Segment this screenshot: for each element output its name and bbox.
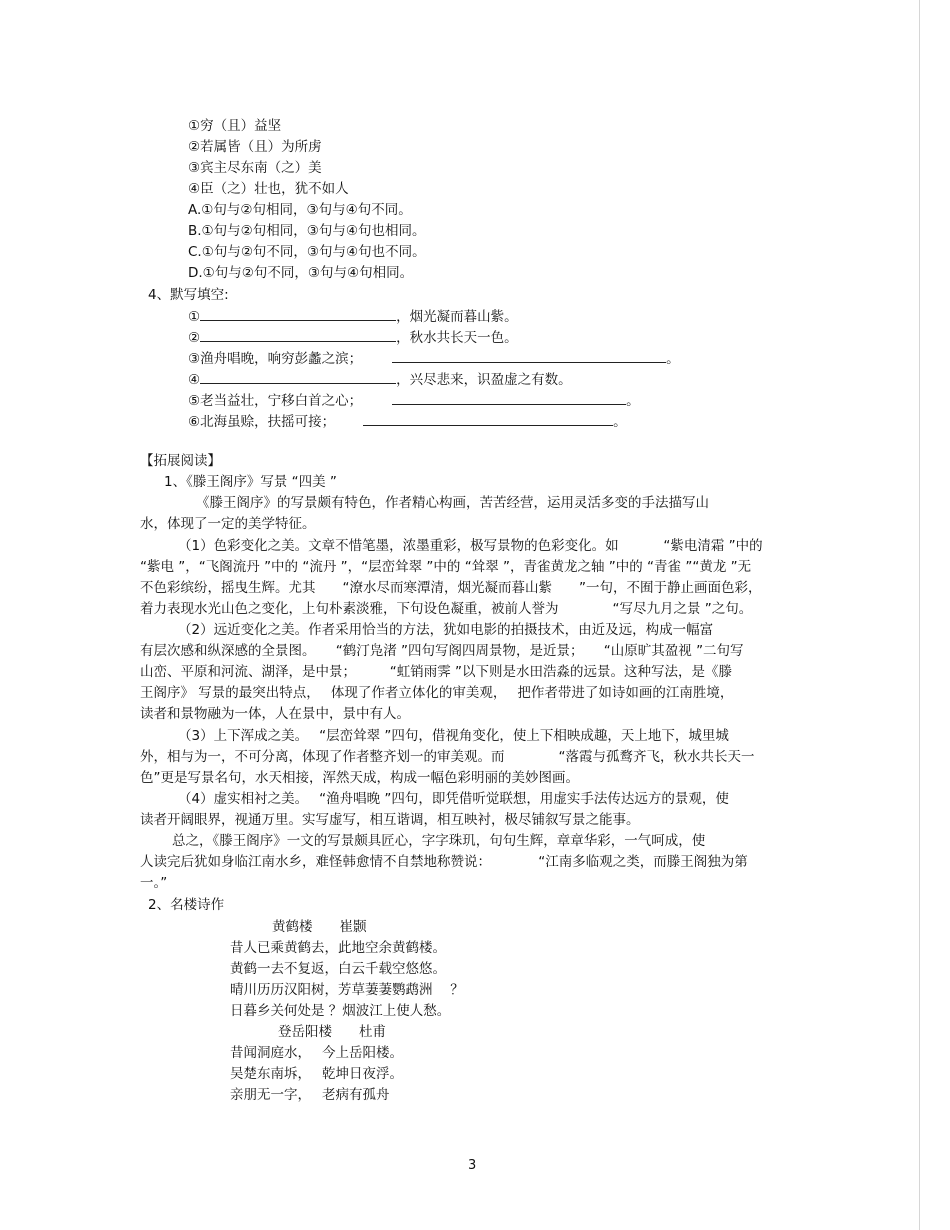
article-line: 读者开阔眼界，视通万里。实写虚写，相互谐调，相互映衬，极尽铺叙写景之能事。 [140,812,640,828]
dictation-prefix: ⑥北海虽赊，扶摇可接； [188,414,336,430]
dictation-item [188,370,572,389]
article-line: 读者和景物融为一体，人在景中，景中有人。 [140,706,410,722]
dictation-prefix: ③渔舟唱晚，响穷彭蠡之滨； [188,351,363,367]
article-line: 外，相与为一，不可分离，体现了作者整齐划一的审美观。而 “落霞与孤鹜齐飞，秋水共长天一 [140,749,755,765]
article-line: （3）上下浑成之美。 “层峦耸翠 ”四句，借视角变化，使上下相映成趣，天上地下，城里城 [178,728,729,744]
poem-line: 黄鹤一去不复返，白云千载空悠悠。 [230,961,446,977]
article-line: 总之，《滕王阁序》一文的写景颇具匠心，字字珠玑，句句生辉，章章华彩，一气呵成，使 [172,833,706,849]
dictation-item [188,412,627,431]
poem-line: 吴楚东南坼， 乾坤日夜浮。 [230,1066,404,1082]
fill-blank [200,370,396,384]
poem-line: 日暮乡关何处是 ？烟波江上使人愁。 [230,1003,451,1019]
item-line: ②若属皆（且）为所虏 [188,139,322,155]
poem-title: 登岳阳楼 杜甫 [278,1024,386,1040]
dictation-suffix: ，秋水共长天一色。 [396,330,518,346]
dictation-title: 4、默写填空: [148,287,229,303]
dictation-suffix: ，烟光凝而暮山紫。 [396,309,518,325]
option-b: B.①句与②句相同，③句与④句也相同。 [188,223,426,239]
fill-blank [200,307,396,321]
article-line: 山峦、平原和河流、湖泽，是中景； “虹销雨霁 ”以下则是水田浩淼的远景。这种写法，是《滕 [140,664,733,680]
article-line: 不色彩缤纷，摇曳生辉。尤其 “潦水尽而寒潭清，烟光凝而暮山紫 ”一句，不囿于静止画面色彩， [140,580,762,596]
article-line: （2）远近变化之美。作者采用恰当的方法，犹如电影的拍摄技术，由近及远，构成一幅富 [178,622,714,638]
fill-blank [200,328,396,342]
article-line: 着力表现水光山色之变化，上句朴素淡雅，下句设色凝重，被前人誉为 “写尽九月之景 ”之句。 [140,601,753,617]
article-line: （4）虚实相衬之美。 “渔舟唱晚 ”四句，即凭借听觉联想，用虚实手法传达远方的景观，使 [178,791,729,807]
page-edge [919,0,920,1230]
poem-line: 昔人已乘黄鹤去，此地空余黄鹤楼。 [230,940,446,956]
article-line: 有层次感和纵深感的全景图。 “鹤汀凫渚 ”四句写阁四周景物，是近景； “山原旷其盈视 ”二句写 [140,643,744,659]
dictation-item [188,349,680,368]
article-line: 一。” [140,875,168,891]
article-line: 色”更是写景名句，水天相接，浑然天成，构成一幅色彩明丽的美妙图画。 [140,770,579,786]
dictation-suffix: ，兴尽悲来，识盈虚之有数。 [396,372,572,388]
article-line: 《滕王阁序》的写景颇有特色，作者精心构画，苦苦经营，运用灵活多变的手法描写山 [196,495,709,511]
fill-blank [363,412,613,426]
poem-title: 黄鹤楼 崔颢 [272,919,367,935]
item-line: ③宾主尽东南（之）美 [188,160,322,176]
option-a: A.①句与②句相同，③句与④句不同。 [188,202,412,218]
fill-blank [392,349,666,363]
dictation-item [188,307,518,326]
dictation-suffix: 。 [613,414,627,430]
article-line: 人读完后犹如身临江南水乡，难怪韩愈情不自禁地称赞说： “江南多临观之类，而滕王阁独为第 [140,854,748,870]
dictation-item [188,391,640,410]
dictation-item [188,328,518,347]
section-heading: 【拓展阅读】 [140,453,221,469]
dictation-prefix: ④ [188,372,201,388]
dictation-suffix: 。 [626,393,640,409]
article-line: “紫电 ”，“飞阁流丹 ”中的 “流丹 ”，“层峦耸翠 ”中的 “耸翠 ”，青雀黄龙之轴 ”中的 “青雀 ”“黄龙 ”无 [140,559,752,575]
subsection-title: 2、名楼诗作 [148,897,225,913]
article-line: （1）色彩变化之美。文章不惜笔墨，浓墨重彩，极写景物的色彩变化。如 “紫电清霜 ”中的 [178,538,763,554]
item-line: ①穷（且）益坚 [188,118,282,134]
dictation-suffix: 。 [666,351,680,367]
option-d: D.①句与②句不同，③句与④句相同。 [188,265,414,281]
subsection-title: 1、《滕王阁序》写景 “四美 ” [164,474,337,490]
poem-line: 亲朋无一字， 老病有孤舟 [230,1087,390,1103]
dictation-prefix: ⑤老当益壮，宁移白首之心； [188,393,363,409]
fill-blank [392,391,626,405]
item-line: ④臣（之）壮也，犹不如人 [188,181,349,197]
article-line: 王阁序》 写景的最突出特点， 体现了作者立体化的审美观， 把作者带进了如诗如画的江南胜境， [140,685,734,701]
page-number: 3 [468,1158,477,1173]
option-c: C.①句与②句不同，③句与④句也不同。 [188,244,426,260]
poem-line: 昔闻洞庭水， 今上岳阳楼。 [230,1045,404,1061]
poem-line: 晴川历历汉阳树，芳草萋萋鹦鹉洲 ？ [230,982,464,998]
article-line: 水，体现了一定的美学特征。 [140,516,316,532]
dictation-prefix: ② [188,330,201,346]
dictation-prefix: ① [188,309,201,325]
